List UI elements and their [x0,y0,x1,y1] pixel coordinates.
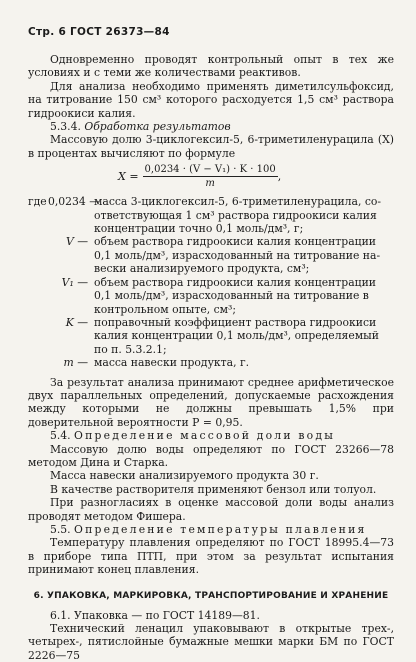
definition-line: масса 3-циклогексил-5, 6-триметиленурацила, со- [94,195,382,209]
subsection-heading [28,429,394,442]
where-word: где [28,195,47,209]
subsection-number: 5.4. [50,429,71,443]
definition-text [94,356,394,369]
paragraph: Массовую долю 3-циклогексил-5, 6-триметиленурацила (X) в процентах вычисляют по формуле [28,133,394,160]
subsection-number: 5.3.4. [50,120,81,134]
formula-numerator: 0,0234 · (V − V₁) · K · 100 [144,164,276,176]
subsection-title: Обработка результатов [84,120,231,134]
definition-line: ответствующая 1 см³ раствора гидроокиси калия [94,208,377,222]
subsection-title: Определение температуры плавления [74,523,367,536]
definition-line: масса навески продукта, г. [94,356,250,370]
document-body [28,53,394,662]
definition-row [28,195,394,235]
paragraph: В качестве растворителя применяют бензол или толуол. [50,482,377,496]
definition-line: вески анализируемого продукта, см³; [94,262,310,276]
definition-line: объем раствора гидроокиси калия концентрации [94,235,376,249]
definition-key: K — [65,315,88,329]
definition-line: по п. 5.3.2.1; [94,342,167,356]
paragraph: Одновременно проводят контрольный опыт в тех же условиях и с теми же количествами реактивов. [28,53,394,80]
definition-line: калия концентрации 0,1 моль/дм³, определяемый [94,329,379,343]
section-heading: 6. УПАКОВКА, МАРКИРОВКА, ТРАНСПОРТИРОВАНИЕ И ХРАНЕНИЕ [33,590,389,601]
subsection-heading [28,120,394,133]
definition-text [94,235,394,275]
formula [118,164,394,189]
paragraph: Масса навески анализируемого продукта 30 г. [50,469,319,483]
subsection-number: 5.5. [50,523,71,536]
subsection-title: Определение массовой доли воды [74,429,335,443]
definition-row [28,356,394,369]
paragraph: Температуру плавления определяют по ГОСТ 18995.4—73 в приборе типа ПТП, при этом за результат испытания принимают конец плавления. [28,536,394,577]
definition-key: 0,0234 — [48,195,101,209]
formula-comma: , [277,170,282,184]
definition-row [28,235,394,275]
definitions-list [28,195,394,369]
paragraph: За результат анализа принимают среднее арифметическое двух параллельных определений, допускаемые расхождения между которыми не должны превышать 1,5% при доверительной вероятности P = 0,95. [28,375,394,429]
definition-row [28,316,394,356]
definition-key: V — [65,235,88,249]
definition-text [94,195,394,235]
definition-text [94,276,394,316]
definition-key: V₁ — [61,275,88,289]
paragraph: При разногласиях в оценке массовой доли воды анализ проводят методом Фишера. [28,496,394,523]
definition-row [28,276,394,316]
definition-line: поправочный коэффициент раствора гидроокиси [94,315,377,329]
page-header: Стр. 6 ГОСТ 26373—84 [28,26,170,38]
definition-text [94,316,394,356]
formula-denominator: m [205,178,215,190]
definition-line: концентрации точно 0,1 моль/дм³, г; [94,222,304,236]
paragraph: Для анализа необходимо применять диметилсульфоксид, на титрование 150 см³ которого расходуется 1,5 см³ раствора гидроокиси калия. [28,79,394,120]
paragraph: 6.1. Упаковка — по ГОСТ 14189—81. [50,608,260,622]
paragraph: Технический ленацил упаковывают в открытые трех-, четырех-, пятислойные бумажные мешки марки БМ по ГОСТ 2226—75 [28,622,394,662]
formula-fraction [143,164,278,189]
definition-line: 0,1 моль/дм³, израсходованный на титрование в [94,289,369,303]
subsection-heading [28,523,394,536]
definition-line: 0,1 моль/дм³, израсходованный на титрование на- [94,248,381,262]
formula-lhs: X = [118,170,139,184]
definition-line: объем раствора гидроокиси калия концентрации [94,275,376,289]
paragraph: Массовую долю воды определяют по ГОСТ 23266—78 методом Дина и Старка. [28,442,394,469]
definition-line: контрольном опыте, см³; [94,302,237,316]
definition-key: m — [63,356,88,370]
